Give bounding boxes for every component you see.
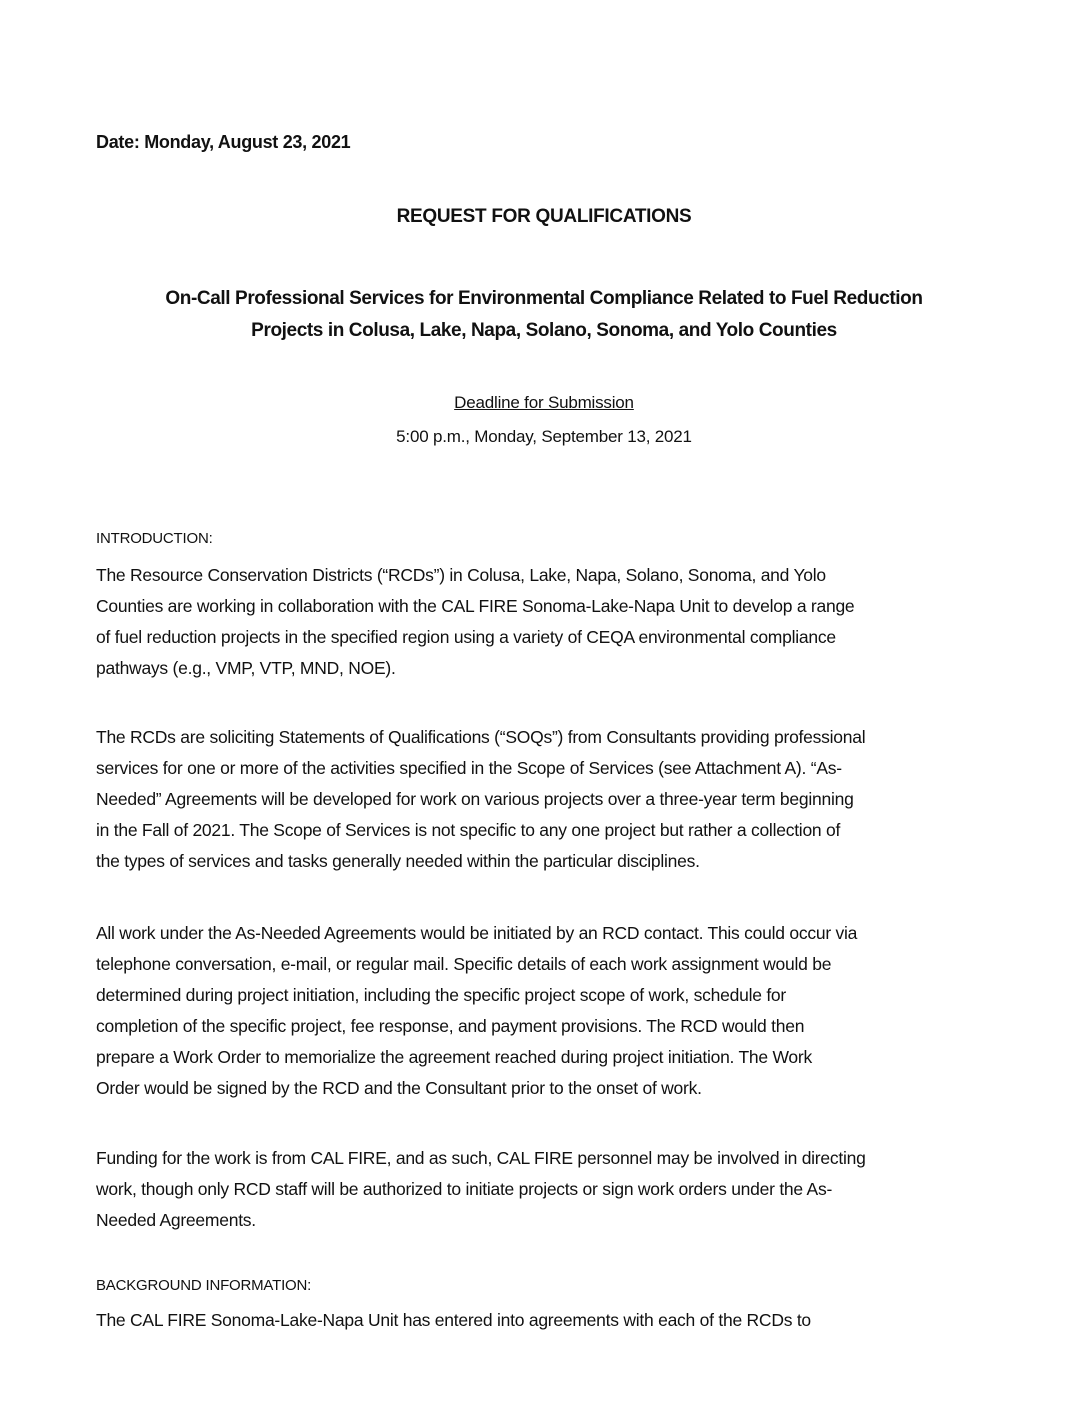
paragraph-line: determined during project initiation, including the specific project scope of work, schedule for: [96, 985, 786, 1005]
paragraph-line: Counties are working in collaboration with the CAL FIRE Sonoma-Lake-Napa Unit to develop a range: [96, 596, 855, 616]
paragraph-line: completion of the specific project, fee response, and payment provisions. The RCD would then: [96, 1016, 805, 1036]
introduction-heading: INTRODUCTION:: [96, 530, 213, 547]
introduction-paragraph: [96, 1143, 1006, 1236]
deadline-value: 5:00 p.m., Monday, September 13, 2021: [396, 427, 692, 446]
paragraph-line: work, though only RCD staff will be authorized to initiate projects or sign work orders under the As-: [96, 1179, 833, 1199]
background-heading: BACKGROUND INFORMATION:: [96, 1277, 312, 1294]
paragraph-line: the types of services and tasks generally needed within the particular disciplines.: [96, 851, 700, 871]
background-paragraph: [96, 1305, 1006, 1336]
paragraph-line: Funding for the work is from CAL FIRE, and as such, CAL FIRE personnel may be involved in directing: [96, 1148, 866, 1168]
paragraph-line: Order would be signed by the RCD and the Consultant prior to the onset of work.: [96, 1078, 702, 1098]
subtitle-line: Projects in Colusa, Lake, Napa, Solano, Sonoma, and Yolo Counties: [251, 320, 837, 341]
paragraph-line: of fuel reduction projects in the specified region using a variety of CEQA environmental compliance: [96, 627, 836, 647]
introduction-paragraph: [96, 560, 1006, 684]
document-date: Date: Monday, August 23, 2021: [96, 132, 351, 152]
document-subtitle: [96, 283, 992, 347]
introduction-paragraph: [96, 722, 1006, 877]
paragraph-line: telephone conversation, e-mail, or regular mail. Specific details of each work assignment would be: [96, 954, 832, 974]
paragraph-line: The Resource Conservation Districts (“RCDs”) in Colusa, Lake, Napa, Solano, Sonoma, and Yolo: [96, 565, 826, 585]
paragraph-line: The RCDs are soliciting Statements of Qualifications (“SOQs”) from Consultants providing professional: [96, 727, 866, 747]
paragraph-line: Needed” Agreements will be developed for work on various projects over a three-year term beginning: [96, 789, 854, 809]
paragraph-line: in the Fall of 2021. The Scope of Services is not specific to any one project but rather a collection of: [96, 820, 841, 840]
paragraph-line: Needed Agreements.: [96, 1210, 256, 1230]
paragraph-line: prepare a Work Order to memorialize the agreement reached during project initiation. The Work: [96, 1047, 812, 1067]
paragraph-line: pathways (e.g., VMP, VTP, MND, NOE).: [96, 658, 396, 678]
document-title: REQUEST FOR QUALIFICATIONS: [396, 206, 692, 227]
subtitle-line: On-Call Professional Services for Environmental Compliance Related to Fuel Reduction: [165, 288, 923, 309]
deadline-label: Deadline for Submission: [454, 393, 634, 412]
introduction-paragraph: [96, 918, 1006, 1104]
paragraph-line: services for one or more of the activities specified in the Scope of Services (see Attachment A). “As-: [96, 758, 842, 778]
paragraph-line: All work under the As-Needed Agreements would be initiated by an RCD contact. This could occur via: [96, 923, 858, 943]
paragraph-line: The CAL FIRE Sonoma-Lake-Napa Unit has entered into agreements with each of the RCDs to: [96, 1310, 811, 1330]
